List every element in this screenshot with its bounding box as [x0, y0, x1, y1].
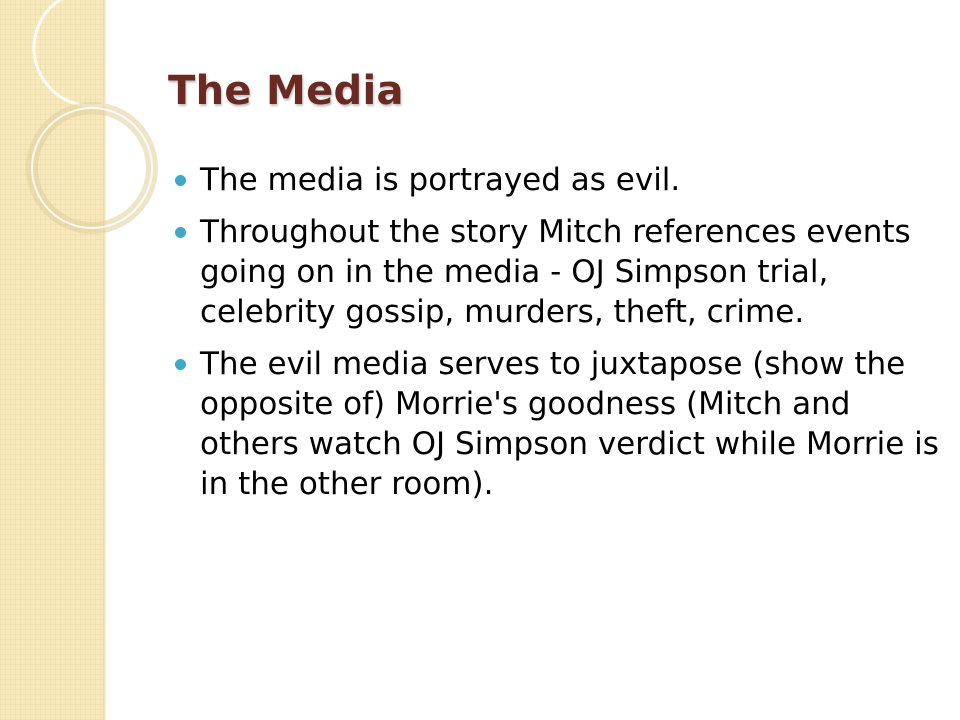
decor-circle-outer — [34, 0, 150, 106]
bullet-list — [172, 160, 942, 516]
decorative-circles — [0, 0, 160, 240]
bullet-text: Throughout the story Mitch references events going on in the media - OJ Simpson trial, celebrity gossip, murders, theft, crime. — [200, 214, 911, 330]
bullet-text: The media is portrayed as evil. — [200, 162, 681, 198]
bullet-text: The evil media serves to juxtapose (show the opposite of) Morrie's goodness (Mitch and others watch OJ Simpson verdict while Morrie is in the other room). — [200, 346, 939, 502]
slide-title: The Media — [168, 68, 404, 114]
bullet-item — [172, 344, 942, 504]
bullet-marker-icon — [175, 227, 186, 238]
bullet-marker-icon — [175, 359, 186, 370]
decor-circle-lower — [32, 108, 152, 228]
bullet-marker-icon — [175, 175, 186, 186]
bullet-item — [172, 160, 942, 200]
bullet-item — [172, 212, 942, 332]
